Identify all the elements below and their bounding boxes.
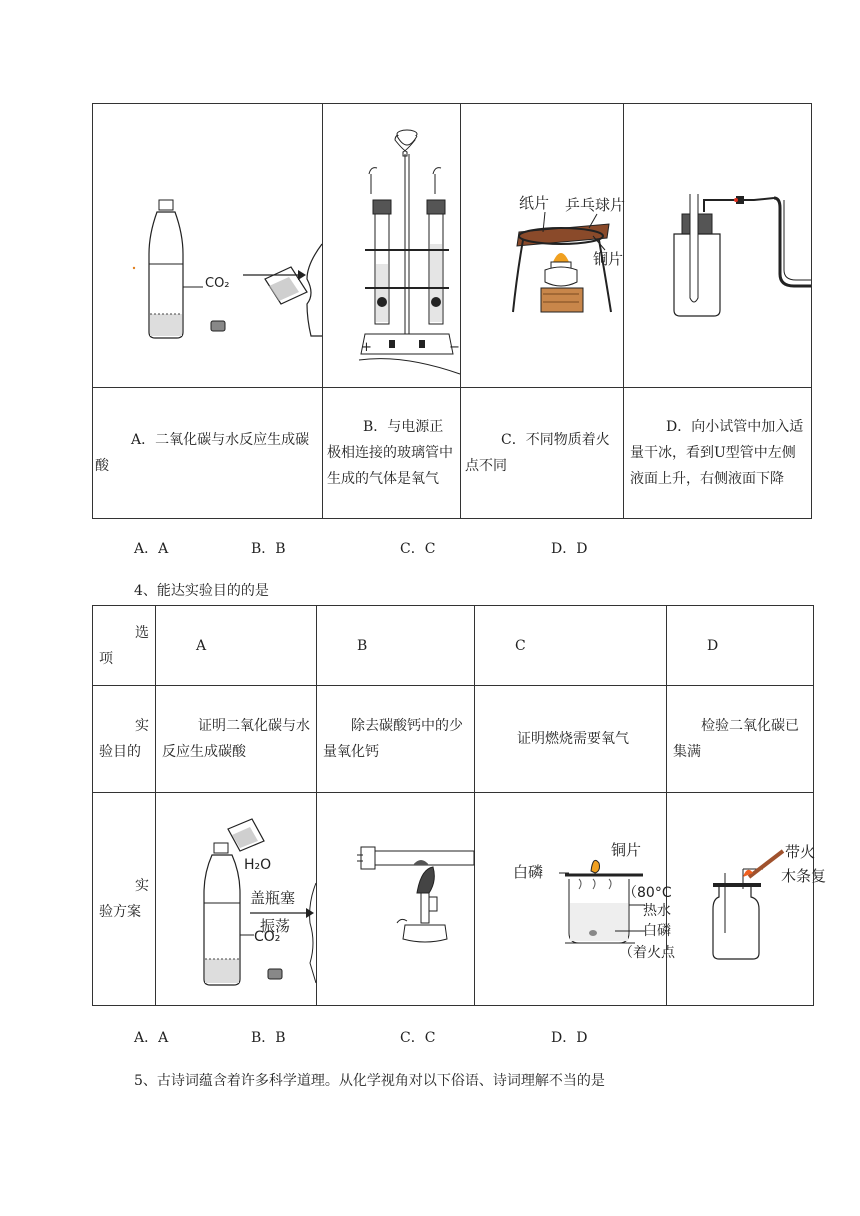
- ignition-label: （着火点: [619, 945, 675, 961]
- q3-image-c: [461, 104, 624, 388]
- column-c-label: C: [515, 637, 526, 654]
- q4-col-a: [156, 606, 317, 686]
- co2-label: CO₂: [205, 276, 230, 291]
- q3-option-d[interactable]: D．D: [551, 541, 588, 557]
- q4-col-d: [667, 606, 814, 686]
- caption-d-text: D．向小试管中加入适量干冰，看到U型管中左侧液面上升，右侧液面下降: [630, 419, 804, 487]
- q4-col-b: [317, 606, 475, 686]
- q4-option-a[interactable]: A．A: [134, 1030, 169, 1046]
- stick-label: 带火: [785, 843, 816, 861]
- caption-a-text: A．二氧化碳与水反应生成碳酸: [95, 432, 310, 474]
- q5-stem: 5、古诗词蕴含着许多科学道理。从化学视角对以下俗语、诗词理解不当的是: [134, 1073, 605, 1089]
- row-label-option: 选项: [99, 624, 149, 667]
- q4-option-c[interactable]: C．C: [400, 1030, 436, 1046]
- q4-table: [92, 605, 827, 1006]
- q4-purpose-a: [156, 686, 317, 793]
- column-d-label: D: [707, 637, 719, 654]
- hotwater-label: 热水: [643, 903, 671, 919]
- q3-option-c[interactable]: C．C: [400, 541, 436, 557]
- plus-label: +: [361, 340, 372, 355]
- q3-image-d: [624, 104, 812, 388]
- q4-row-purpose-label: [93, 686, 156, 793]
- q4-col-c: [475, 606, 667, 686]
- q4-plan-d: [667, 793, 827, 1006]
- q4-option-d[interactable]: D．D: [551, 1030, 588, 1046]
- u-tube-apparatus: [624, 104, 811, 387]
- q3-option-b[interactable]: B．B: [251, 541, 286, 557]
- ignition-point-apparatus: [461, 104, 626, 387]
- shake-label: 振荡: [260, 917, 291, 935]
- pingpong-label: 乒乓球片: [565, 196, 626, 214]
- purpose-a-text: 证明二氧化碳与水反应生成碳酸: [162, 718, 310, 760]
- q4-purpose-b: [317, 686, 475, 793]
- co2-label-q4: CO₂: [254, 929, 281, 945]
- q3-image-a: [93, 104, 323, 388]
- q4-stem: 4、能达实验目的的是: [134, 583, 269, 599]
- paper-label: 纸片: [519, 194, 550, 212]
- purpose-b-text: 除去碳酸钙中的少量氧化钙: [323, 718, 463, 760]
- q4-plan-b: [317, 793, 475, 1006]
- row-label-purpose: 实验目的: [99, 718, 149, 760]
- q3-caption-c: [461, 388, 624, 519]
- heating-tube-illustration: [317, 793, 474, 1005]
- q3-caption-b: [323, 388, 461, 519]
- stick2-label: 木条复: [781, 867, 827, 885]
- whitep-label: 白磷: [513, 863, 544, 881]
- h2o-label: H₂O: [244, 857, 272, 873]
- q4-row-plan-label: [93, 793, 156, 1006]
- minus-label: −: [449, 340, 460, 355]
- q4-option-b[interactable]: B．B: [251, 1030, 286, 1046]
- purpose-d-text: 检验二氧化碳已集满: [673, 718, 799, 760]
- q3-table: [92, 103, 812, 519]
- q3-image-b: [323, 104, 461, 388]
- co2-bottle-illustration: [93, 104, 322, 387]
- q4-plan-a: [156, 793, 317, 1006]
- q4-purpose-c: [475, 686, 667, 793]
- q3-caption-d: [624, 388, 812, 519]
- column-b-label: B: [357, 637, 368, 654]
- copper-label-q4: 铜片: [611, 841, 642, 859]
- electrolysis-apparatus: [323, 104, 460, 387]
- whitep2-label: 白磷: [643, 923, 671, 939]
- column-a-label: A: [196, 637, 207, 654]
- copper-label: 铜片: [593, 250, 624, 268]
- q3-option-a[interactable]: A．A: [134, 541, 169, 557]
- caption-c-text: C．不同物质着火点不同: [465, 432, 610, 474]
- q4-row-option-label: [93, 606, 156, 686]
- q4-purpose-d: [667, 686, 814, 793]
- temp-label: （80°C: [623, 885, 672, 901]
- purpose-c-text: 证明燃烧需要氧气: [517, 731, 629, 747]
- caption-b-text: B．与电源正极相连接的玻璃管中生成的气体是氧气: [327, 419, 453, 487]
- cap-label: 盖瓶塞: [250, 889, 296, 907]
- gas-bottle-test-illustration: [667, 793, 816, 1005]
- row-label-plan: 实验方案: [99, 878, 149, 920]
- q4-plan-c: [475, 793, 675, 1006]
- q3-caption-a: [93, 388, 323, 519]
